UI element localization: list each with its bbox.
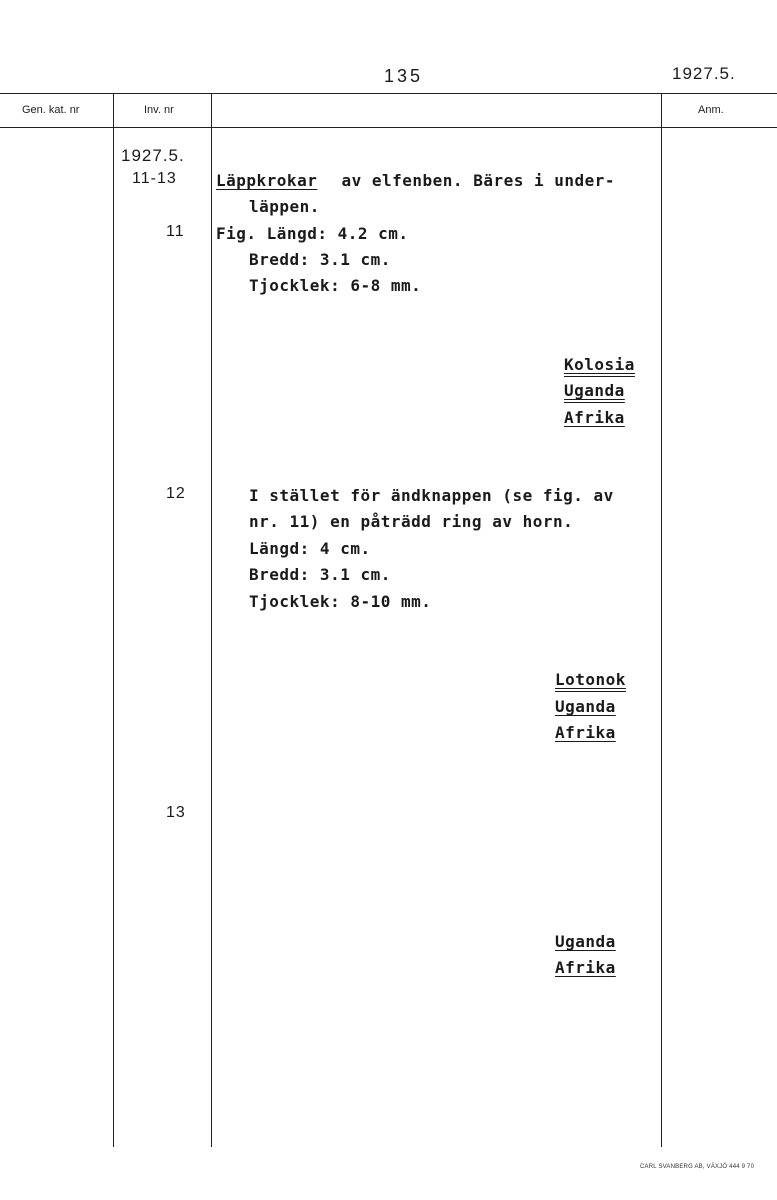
entry-title-line: [216, 171, 615, 190]
inv-number-13: 13: [166, 804, 186, 821]
column-divider-anm: [661, 93, 662, 1147]
entry11-continent: Afrika: [564, 408, 625, 427]
column-divider-inv: [211, 93, 212, 1147]
column-divider-gen: [113, 93, 114, 1147]
inv-range: 11-13: [132, 170, 177, 187]
column-header-gen: Gen. kat. nr: [22, 104, 80, 116]
entry-title-rest: av elfenben. Bäres i under-: [341, 171, 616, 190]
entry12-width: Bredd: 3.1 cm.: [249, 565, 391, 584]
entry12-continent: Afrika: [555, 723, 616, 742]
entry12-length: Längd: 4 cm.: [249, 539, 371, 558]
entry12-line1: I stället för ändknappen (se fig. av: [249, 486, 614, 505]
entry13-continent: Afrika: [555, 958, 616, 977]
entry11-fig-length: Fig. Längd: 4.2 cm.: [216, 224, 409, 243]
entry-title-continuation: läppen.: [249, 197, 320, 216]
entry13-country: Uganda: [555, 932, 616, 951]
entry-title: Läppkrokar: [216, 171, 318, 190]
entry11-locality: Kolosia: [564, 355, 635, 374]
inv-number-12: 12: [166, 485, 186, 502]
inv-number-11: 11: [166, 223, 185, 240]
printer-imprint: CARL SVANBERG AB, VÄXJÖ 444 9 70: [640, 1164, 755, 1170]
entry12-line2: nr. 11) en påträdd ring av horn.: [249, 512, 574, 531]
page-number: 135: [384, 66, 424, 86]
column-header-inv: Inv. nr: [144, 104, 174, 116]
entry12-thickness: Tjocklek: 8-10 mm.: [249, 592, 432, 611]
entry11-thickness: Tjocklek: 6-8 mm.: [249, 276, 422, 295]
column-header-anm: Anm.: [698, 104, 724, 116]
inv-year: 1927.5.: [121, 146, 185, 165]
entry12-country: Uganda: [555, 697, 616, 716]
entry11-country: Uganda: [564, 381, 625, 400]
catalog-year-header: 1927.5.: [672, 64, 736, 83]
entry12-locality: Lotonok: [555, 670, 626, 689]
entry11-width: Bredd: 3.1 cm.: [249, 250, 391, 269]
